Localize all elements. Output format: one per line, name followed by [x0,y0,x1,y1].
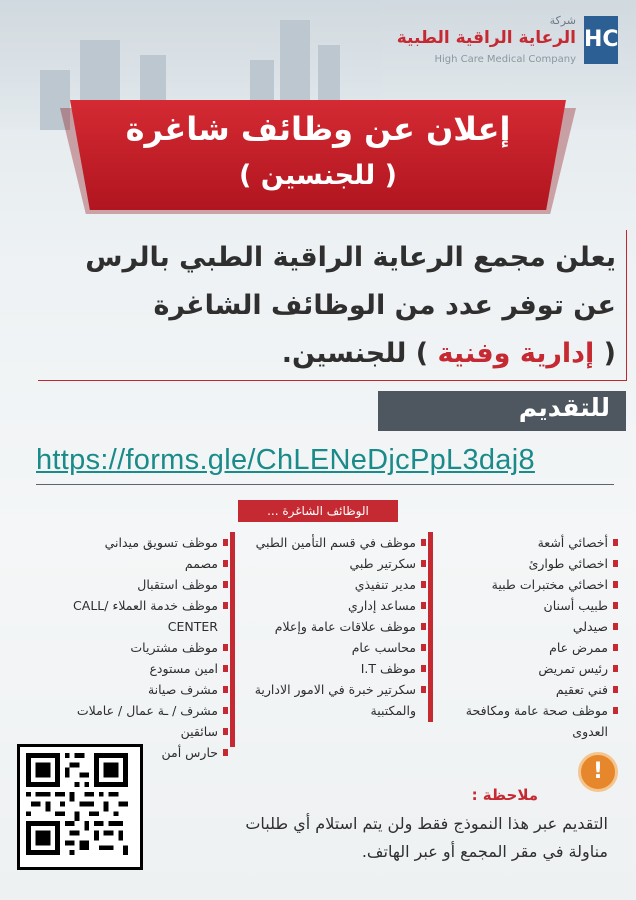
company-logo [368,14,618,74]
list-item: موظف I.T [226,658,416,679]
list-item: سكرتير خبرة في الامور الادارية والمكتبية [226,679,416,721]
banner-title: إعلان عن وظائف شاغرة [125,110,511,148]
jobs-column-right [432,532,608,742]
list-item: سائقين [32,721,218,742]
intro-paren-open: ( [603,338,616,369]
list-item: رئيس تمريض [432,658,608,679]
application-link[interactable]: https://forms.gle/ChLENeDjcPpL3daj8 [36,444,535,476]
list-item: موظف استقبال [32,574,218,595]
list-item: سكرتير طبي [226,553,416,574]
column-separator [428,532,433,722]
note-line-2: مناولة في مقر المجمع أو عبر الهاتف. [361,842,608,861]
list-item: ممرض عام [432,637,608,658]
note-label: ملاحظة : [471,786,538,804]
list-item: مشرف / ـة عمال / عاملات [32,700,218,721]
list-item: موظف في قسم التأمين الطبي [226,532,416,553]
list-item: موظف علاقات عامة وإعلام [226,616,416,637]
list-item: صيدلي [432,616,608,637]
list-item: مشرف صيانة [32,679,218,700]
jobs-header: الوظائف الشاغرة ... [238,500,398,522]
list-item: موظف صحة عامة ومكافحة العدوى [432,700,608,742]
logo-company-name: الرعاية الراقية الطبية [396,28,576,48]
intro-line-1: يعلن مجمع الرعاية الراقية الطبي بالرس [85,242,616,273]
banner-subtitle: ( للجنسين ) [239,160,397,191]
list-item: فني تعقيم [432,679,608,700]
exclamation-icon: ! [578,752,618,792]
qr-code-graphic [26,753,128,855]
list-item: محاسب عام [226,637,416,658]
list-item: مساعد إداري [226,595,416,616]
list-item: مصمم [32,553,218,574]
column-separator [230,532,235,747]
note-line-1: التقديم عبر هذا النموذج فقط ولن يتم استلام أي طلبات [245,814,608,833]
list-item: موظف مشتريات [32,637,218,658]
intro-job-types: إدارية وفنية [437,338,595,369]
list-item: امين مستودع [32,658,218,679]
qr-code-icon[interactable] [17,744,143,870]
list-item: مدير تنفيذي [226,574,416,595]
intro-line-3-end: ) للجنسين. [281,338,429,369]
jobs-column-middle [226,532,416,721]
list-item: حارس أمن [32,742,218,763]
logo-english-name: High Care Medical Company [434,54,576,65]
list-item: اخصائي طوارئ [432,553,608,574]
logo-company-word: شركة [549,14,576,27]
list-item: اخصائي مختبرات طبية [432,574,608,595]
list-item: موظف تسويق ميداني [32,532,218,553]
jobs-column-left [32,532,218,763]
divider [36,484,614,485]
intro-line-3 [282,338,616,369]
intro-line-2: عن توفر عدد من الوظائف الشاغرة [153,290,616,321]
list-item: أخصائي أشعة [432,532,608,553]
logo-mark: HC [584,16,618,64]
apply-label: للتقديم [518,393,610,422]
list-item: طبيب أسنان [432,595,608,616]
list-item: موظف خدمة العملاء /CALL CENTER [32,595,218,637]
